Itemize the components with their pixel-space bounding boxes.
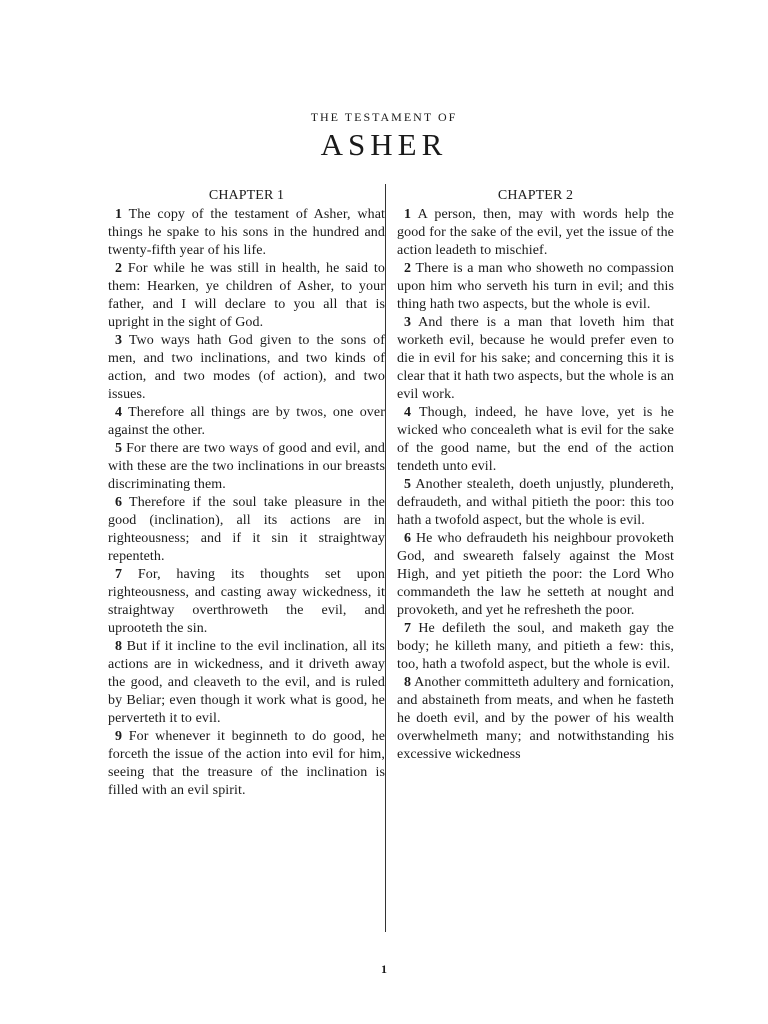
verse-text: Therefore if the soul take pleasure in the good (inclination), all its actions are in righteousness; and if it sin it straightway repenteth. — [108, 495, 385, 564]
verse — [108, 440, 385, 494]
verse-number: 6 — [404, 531, 412, 546]
verse — [108, 638, 385, 728]
chapter-heading: CHAPTER 1 — [208, 188, 285, 203]
verse-text: For while he was still in health, he said to them: Hearken, ye children of Asher, to your father, and I will declare to you all that is upright in the sight of God. — [108, 261, 385, 330]
verse — [397, 476, 674, 530]
verse-text: A person, then, may with words help the good for the sake of the evil, yet the issue of the action leadeth to mischief. — [397, 207, 674, 258]
verse-number: 4 — [115, 405, 123, 420]
verse-number: 5 — [404, 477, 412, 492]
verse — [108, 332, 385, 404]
verse-number: 3 — [404, 315, 412, 330]
verse-text: Another committeth adultery and fornication, and abstaineth from meats, and when he fasteth he doeth evil, and by the power of his wealth overwhelmeth many; and notwithstanding his excessive wickedness — [397, 675, 674, 762]
verse-number: 1 — [115, 207, 123, 222]
verse-text: For, having its thoughts set upon righteousness, and casting away wickedness, it straightway overthroweth the evil, and uprooteth the sin. — [108, 567, 385, 636]
verse — [108, 728, 385, 800]
verse-text: For there are two ways of good and evil, and with these are the two inclinations in our breasts discriminating them. — [108, 441, 385, 492]
verse — [397, 530, 674, 620]
verse-number: 5 — [115, 441, 123, 456]
verse — [397, 620, 674, 674]
verse-text: He defileth the soul, and maketh gay the body; he killeth many, and pitieth a few: this, too, hath a twofold aspect, but the whole is evil. — [397, 621, 674, 672]
book-subtitle: THE TESTAMENT OF — [310, 110, 458, 124]
verse-number: 4 — [404, 405, 412, 420]
verse — [108, 494, 385, 566]
verse — [397, 206, 674, 260]
verse — [108, 566, 385, 638]
left-column — [108, 187, 385, 800]
verse-number: 8 — [404, 675, 412, 690]
verse-text: Though, indeed, he have love, yet is he wicked who concealeth what is evil for the sake of the good name, but the end of the action tendeth unto evil. — [397, 405, 674, 474]
verse-text: Another stealeth, doeth unjustly, plundereth, defraudeth, and withal pitieth the poor: this too hath a twofold aspect, but the whole is evil. — [397, 477, 674, 528]
verse — [108, 206, 385, 260]
right-column — [397, 187, 674, 764]
verse-number: 7 — [115, 567, 123, 582]
column-divider — [385, 184, 386, 932]
verse-number: 1 — [404, 207, 412, 222]
verse — [108, 260, 385, 332]
page-header — [0, 110, 768, 163]
verse-number: 9 — [115, 729, 123, 744]
verse-number: 2 — [404, 261, 412, 276]
verse-text: Therefore all things are by twos, one over against the other. — [108, 405, 385, 438]
page-number: 1 — [381, 962, 387, 976]
verse — [108, 404, 385, 440]
verse-number: 3 — [115, 333, 123, 348]
verse-number: 7 — [404, 621, 412, 636]
verse-text: He who defraudeth his neighbour provoketh God, and sweareth falsely against the Most High, and yet pitieth the poor: the Lord Who commandeth the law he setteth at nought and provoketh, and yet he refresheth the poor. — [397, 531, 674, 618]
verse — [397, 674, 674, 764]
verse-text: But if it incline to the evil inclination, all its actions are in wickedness, and it driveth away the good, and cleaveth to the evil, and is ruled by Beliar; even though it work what is good, he perverteth it to evil. — [108, 639, 385, 726]
chapter-heading: CHAPTER 2 — [497, 188, 574, 203]
verse-text: And there is a man that loveth him that worketh evil, because he would prefer even to die in evil for his sake; and concerning this it is clear that it hath two aspects, but the whole is an evil work. — [397, 315, 675, 402]
verse — [397, 404, 674, 476]
verse — [397, 260, 674, 314]
verse-text: The copy of the testament of Asher, what things he spake to his sons in the hundred and twenty-fifth year of his life. — [108, 207, 385, 258]
verse — [397, 314, 674, 404]
verse-number: 2 — [115, 261, 123, 276]
verse-number: 6 — [115, 495, 123, 510]
verse-text: Two ways hath God given to the sons of men, and two inclinations, and two kinds of action, and two modes (of action), and two issues. — [108, 333, 385, 402]
verse-text: There is a man who showeth no compassion upon him who serveth his turn in evil; and this thing hath two aspects, but the whole is evil. — [397, 261, 674, 312]
book-title: ASHER — [320, 127, 448, 162]
verse-text: For whenever it beginneth to do good, he forceth the issue of the action into evil for him, seeing that the treasure of the inclination is filled with an evil spirit. — [108, 729, 386, 798]
verse-number: 8 — [115, 639, 123, 654]
